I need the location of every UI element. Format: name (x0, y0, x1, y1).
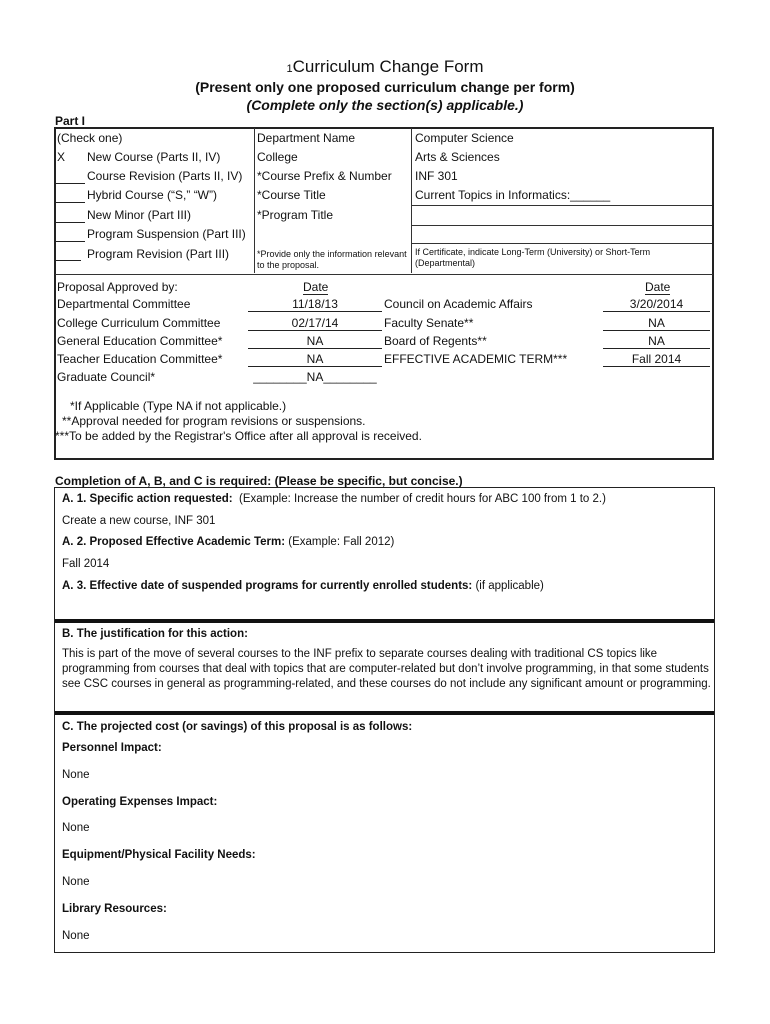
a3-example: (if applicable) (475, 580, 544, 592)
faculty-senate-label: Faculty Senate** (384, 316, 474, 330)
teacher-education-committee-date[interactable]: NA (248, 352, 382, 367)
departmental-committee-date[interactable]: 11/18/13 (248, 297, 382, 312)
course-prefix-label: *Course Prefix & Number (257, 169, 392, 183)
form-title (0, 57, 770, 77)
operating-expenses-value[interactable]: None (62, 822, 90, 834)
option-new-minor-blank[interactable] (55, 222, 85, 223)
note-registrar: ***To be added by the Registrar's Office after all approval is received. (55, 429, 422, 443)
council-academic-affairs-label: Council on Academic Affairs (384, 297, 533, 311)
option-new-course-label: New Course (Parts II, IV) (87, 150, 221, 164)
part-1-section-divider (55, 274, 713, 275)
a2-label: A. 2. Proposed Effective Academic Term: (62, 536, 286, 548)
equipment-needs-label: Equipment/Physical Facility Needs: (62, 849, 256, 861)
a3-row (62, 579, 544, 593)
part-1-divider-left (254, 128, 255, 273)
a2-row (62, 535, 394, 549)
departmental-committee-label: Departmental Committee (57, 297, 191, 311)
part-1-divider-right (411, 128, 412, 273)
date-header-right: Date (645, 280, 671, 294)
form-subtitle-1: (Present only one proposed curriculum change per form) (195, 79, 575, 95)
completion-heading: Completion of A, B, and C is required: (Please be specific, but concise.) (55, 474, 463, 488)
college-label: College (257, 150, 298, 164)
approved-by-heading: Proposal Approved by: (57, 280, 178, 294)
effective-term-value[interactable]: Fall 2014 (603, 352, 710, 367)
general-education-committee-date[interactable]: NA (248, 334, 382, 349)
college-value[interactable]: Arts & Sciences (415, 150, 500, 164)
certificate-note: If Certificate, indicate Long-Term (University) or Short-Term (Departmental) (415, 247, 651, 268)
council-academic-affairs-date[interactable]: 3/20/2014 (603, 297, 710, 312)
section-b-divider (55, 619, 714, 623)
program-title-label: *Program Title (257, 208, 334, 222)
note-approval-needed: **Approval needed for program revisions or suspensions. (62, 414, 366, 428)
course-title-rule (412, 205, 712, 206)
teacher-education-committee-label: Teacher Education Committee* (57, 352, 223, 366)
personnel-impact-value[interactable]: None (62, 769, 90, 781)
date-header-left: Date (303, 280, 329, 294)
a3-label: A. 3. Effective date of suspended programs for currently enrolled students: (62, 580, 473, 592)
section-c-divider (55, 711, 714, 715)
college-curriculum-committee-date[interactable]: 02/17/14 (248, 316, 382, 331)
library-resources-value[interactable]: None (62, 930, 90, 942)
operating-expenses-label: Operating Expenses Impact: (62, 796, 218, 808)
department-name-value[interactable]: Computer Science (415, 131, 514, 145)
a2-value[interactable]: Fall 2014 (62, 558, 110, 570)
option-program-revision-blank[interactable] (55, 260, 81, 261)
form-subtitle-2: (Complete only the section(s) applicable.) (246, 97, 524, 113)
program-title-value[interactable] (415, 208, 711, 222)
option-hybrid-course-blank[interactable] (55, 202, 85, 203)
program-title-rule-2 (412, 243, 712, 244)
footnote-mark: 1 (286, 63, 293, 75)
b-label: B. The justification for this action: (62, 628, 248, 640)
a1-value[interactable]: Create a new course, INF 301 (62, 515, 216, 527)
option-program-revision-label: Program Revision (Part III) (87, 247, 230, 261)
a1-row (62, 492, 606, 506)
course-prefix-value[interactable]: INF 301 (415, 169, 458, 183)
board-of-regents-date[interactable]: NA (603, 334, 710, 349)
course-title-label: *Course Title (257, 188, 326, 202)
option-course-revision-label: Course Revision (Parts II, IV) (87, 169, 243, 183)
option-course-revision-blank[interactable] (55, 183, 85, 184)
check-one-label: (Check one) (57, 131, 123, 145)
b-justification-text[interactable]: This is part of the move of several courses to the INF prefix to separate courses dealing with traditional CS topics like programming from courses that deal with topics that are computer-related but don’t involve programming, in that some students see CSC courses in general as programming-related, and these courses do not include any significant amount or programming. (62, 648, 711, 690)
program-title-rule (412, 225, 712, 226)
option-new-minor-label: New Minor (Part III) (87, 208, 192, 222)
option-hybrid-course-label: Hybrid Course (“S,” “W”) (87, 188, 218, 202)
a1-example: (Example: Increase the number of credit hours for ABC 100 from 1 to 2.) (239, 493, 606, 505)
faculty-senate-date[interactable]: NA (603, 316, 710, 331)
a2-example: (Example: Fall 2012) (288, 536, 395, 548)
c-label: C. The projected cost (or savings) of this proposal is as follows: (62, 721, 413, 733)
personnel-impact-label: Personnel Impact: (62, 742, 162, 754)
department-name-label: Department Name (257, 131, 356, 145)
part-1-label: Part I (55, 114, 86, 128)
graduate-council-label: Graduate Council* (57, 370, 156, 384)
college-curriculum-committee-label: College Curriculum Committee (57, 316, 221, 330)
form-title-text: Curriculum Change Form (292, 57, 484, 76)
option-new-course-mark[interactable]: X (57, 150, 66, 164)
graduate-council-date[interactable]: ________NA________ (253, 370, 377, 384)
equipment-needs-value[interactable]: None (62, 876, 90, 888)
general-education-committee-label: General Education Committee* (57, 334, 223, 348)
provide-only-note: *Provide only the information relevant to the proposal. (257, 249, 407, 270)
option-program-suspension-label: Program Suspension (Part III) (87, 227, 246, 241)
a1-label: A. 1. Specific action requested: (62, 493, 233, 505)
note-if-applicable: *If Applicable (Type NA if not applicable.) (70, 399, 287, 413)
board-of-regents-label: Board of Regents** (384, 334, 487, 348)
option-program-suspension-blank[interactable] (55, 241, 85, 242)
library-resources-label: Library Resources: (62, 903, 167, 915)
effective-term-label: EFFECTIVE ACADEMIC TERM*** (384, 352, 568, 366)
course-title-value[interactable]: Current Topics in Informatics:______ (415, 188, 611, 202)
